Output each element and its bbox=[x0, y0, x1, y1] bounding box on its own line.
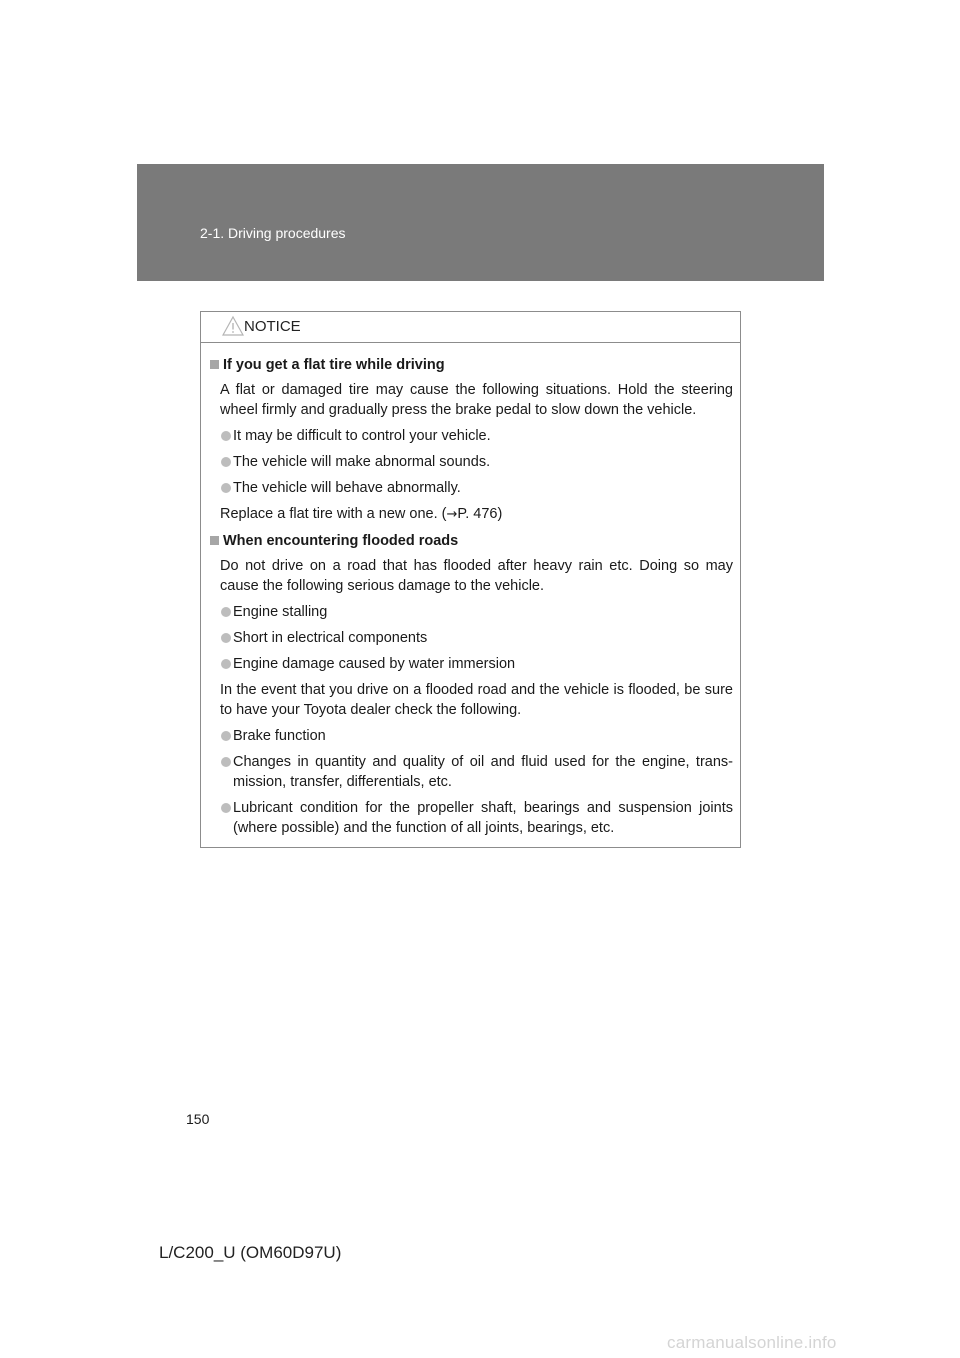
notice-box bbox=[200, 311, 741, 848]
list-item: Engine damage caused by water immersion bbox=[210, 654, 733, 674]
header-band bbox=[137, 164, 824, 281]
bullet-dot-icon bbox=[221, 607, 231, 617]
document-code: L/C200_U (OM60D97U) bbox=[159, 1243, 342, 1262]
flat-tire-heading: If you get a flat tire while driving bbox=[210, 355, 733, 375]
site-watermark: carmanualsonline.info bbox=[667, 1333, 837, 1352]
page-number: 150 bbox=[186, 1111, 210, 1127]
list-item: Engine stalling bbox=[210, 602, 733, 622]
flooded-roads-heading: When encountering flooded roads bbox=[210, 531, 733, 551]
warning-triangle-icon bbox=[222, 315, 244, 337]
replace-tire-note: Replace a flat tire with a new one. (→P. 476) bbox=[220, 506, 503, 522]
notice-body bbox=[201, 343, 740, 838]
list-item: Short in electrical components bbox=[210, 628, 733, 648]
notice-label: NOTICE bbox=[244, 318, 301, 335]
bullet-dot-icon bbox=[221, 457, 231, 467]
notice-header bbox=[201, 312, 740, 343]
flooded-followup: In the event that you drive on a flooded road and the vehicle is flooded, be sure to have your Toyota dealer check the following. bbox=[220, 682, 733, 718]
list-item: Brake function bbox=[210, 726, 733, 746]
section-title: 2-1. Driving procedures bbox=[200, 225, 346, 241]
bullet-dot-icon bbox=[221, 633, 231, 643]
list-item: The vehicle will behave abnormally. bbox=[210, 478, 733, 498]
list-item: Lubricant condition for the propeller shaft, bearings and suspension joints (where possible) and the function of all joints, bearings, etc. bbox=[210, 798, 733, 838]
list-item: The vehicle will make abnormal sounds. bbox=[210, 452, 733, 472]
bullet-dot-icon bbox=[221, 757, 231, 767]
bullet-dot-icon bbox=[221, 483, 231, 493]
heading-square-icon bbox=[210, 360, 219, 369]
bullet-dot-icon bbox=[221, 659, 231, 669]
heading-square-icon bbox=[210, 536, 219, 545]
list-item: It may be difficult to control your vehicle. bbox=[210, 426, 733, 446]
flooded-intro: Do not drive on a road that has flooded after heavy rain etc. Doing so may cause the following serious damage to the vehicle. bbox=[220, 558, 733, 594]
bullet-dot-icon bbox=[221, 731, 231, 741]
bullet-dot-icon bbox=[221, 803, 231, 813]
page-reference: P. 476) bbox=[457, 506, 503, 522]
bullet-dot-icon bbox=[221, 431, 231, 441]
flat-tire-intro: A flat or damaged tire may cause the following situations. Hold the steering wheel firmly and gradually press the brake pedal to slow down the vehicle. bbox=[220, 382, 733, 418]
list-item: Changes in quantity and quality of oil and fluid used for the engine, trans-mission, transfer, differentials, etc. bbox=[210, 752, 733, 792]
arrow-right-icon: → bbox=[446, 507, 458, 522]
